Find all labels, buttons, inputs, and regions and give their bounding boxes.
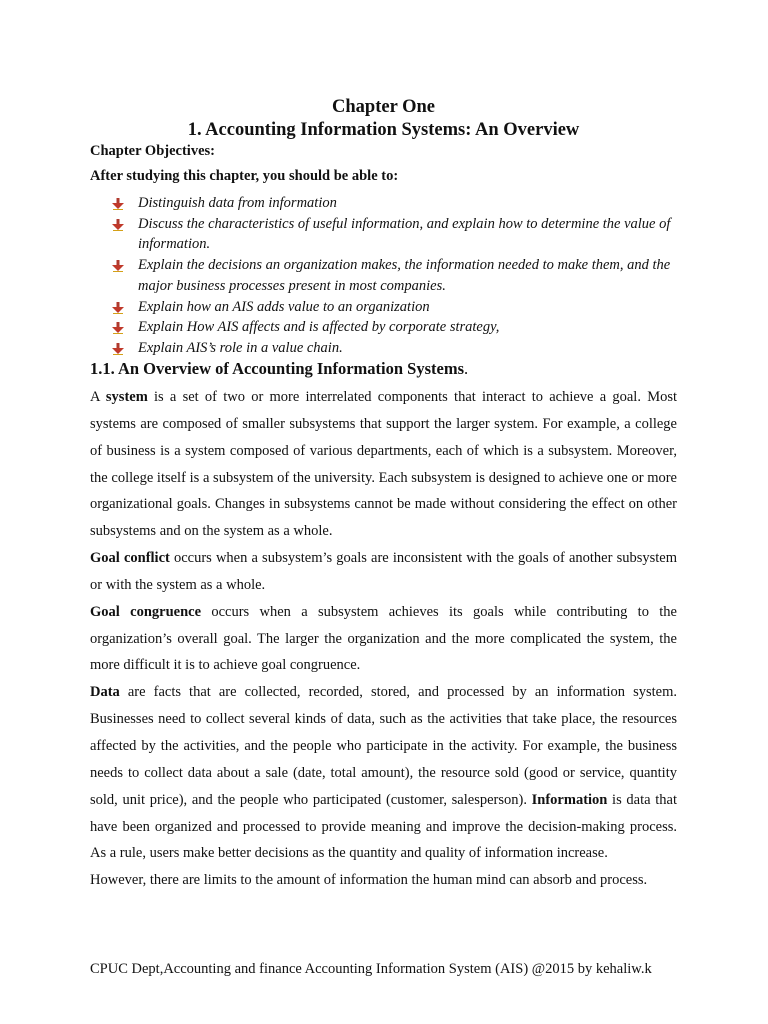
paragraph-goal-congruence-text: occurs when a subsystem achieves its goals while contributing to the organization’s overall goal. The larger the organization and the more complicated the system, the more difficult it is to achieve goal congruence. (90, 603, 677, 674)
section-heading-text: 1.1. An Overview of Accounting Information Systems (90, 359, 464, 378)
objectives-intro: After studying this chapter, you should be able to: (90, 168, 399, 184)
objective-item (90, 317, 677, 338)
red-arrow-down-icon (112, 198, 124, 210)
paragraph-data (90, 679, 677, 867)
term-data: Data (90, 684, 120, 701)
paragraph-data-text: are facts that are collected, recorded, stored, and processed by an information system. Businesses need to collect several kinds of data, such as the activities that take place, the resources affected by the activities, and the people who participate in the activity. For example, the business needs to collect data about a sale (date, total amount), the resource sold (good or service, quantity sold, unit price), and the people who participated (customer, salesperson). (90, 684, 677, 808)
term-goal-congruence: Goal congruence (90, 603, 202, 620)
objectives-list (90, 193, 677, 359)
red-arrow-down-icon (112, 260, 124, 272)
objective-text: Explain How AIS affects and is affected by corporate strategy, (138, 319, 500, 336)
objective-text: Distinguish data from information (138, 195, 337, 211)
paragraph-limits: However, there are limits to the amount of information the human mind can absorb and process. (90, 872, 648, 889)
paragraph-goal-conflict-text: occurs when a subsystem’s goals are inconsistent with the goals of another subsystem or with the system as a whole. (90, 550, 677, 593)
objective-item (90, 338, 677, 359)
paragraph-goal-conflict (90, 545, 677, 599)
objective-item (90, 214, 677, 255)
objective-text: Explain the decisions an organization makes, the information needed to make them, and the major business processes present in most companies. (138, 257, 671, 294)
objective-text: Discuss the characteristics of useful information, and explain how to determine the value of information. (138, 215, 671, 253)
chapter-title: Chapter One (332, 97, 435, 117)
section-heading-period: . (464, 359, 469, 378)
objective-text: Explain AIS’s role in a value chain. (138, 339, 343, 356)
term-goal-conflict: Goal conflict (90, 550, 170, 567)
term-information: Information (531, 791, 608, 808)
paragraph-goal-congruence (90, 599, 677, 680)
paragraph-system (90, 384, 677, 545)
objective-text: Explain how an AIS adds value to an organization (138, 298, 430, 315)
paragraph-system-text: is a set of two or more interrelated components that interact to achieve a goal. Most systems are composed of smaller subsystems that support the larger system. For example, a college of business is a system composed of various departments, each of which is a subsystem. Moreover, the college itself is a subsystem of the university. Each subsystem is designed to achieve one or more organizational goals. Changes in subsystems cannot be made without considering the effect on other subsystems and on the system as a whole. (90, 389, 678, 540)
section-heading (90, 358, 468, 380)
objectives-heading: Chapter Objectives: (90, 143, 215, 159)
page-footer: CPUC Dept,Accounting and finance Accounting Information System (AIS) @2015 by kehaliw.k (90, 961, 652, 977)
objective-item (90, 297, 677, 318)
red-arrow-down-icon (112, 343, 124, 355)
paragraph-lead: A (90, 389, 106, 405)
red-arrow-down-icon (112, 302, 124, 314)
chapter-subtitle: 1. Accounting Information Systems: An Overview (187, 120, 580, 140)
paragraph-information-text: is data that have been organized and processed to provide meaning and improve the decision-making process. As a rule, users make better decisions as the quantity and quality of information increase. (90, 791, 677, 862)
objective-item (90, 255, 677, 296)
term-system: system (105, 389, 148, 405)
objective-item (90, 193, 677, 214)
red-arrow-down-icon (112, 322, 124, 334)
body-text (90, 384, 677, 894)
red-arrow-down-icon (112, 219, 124, 231)
